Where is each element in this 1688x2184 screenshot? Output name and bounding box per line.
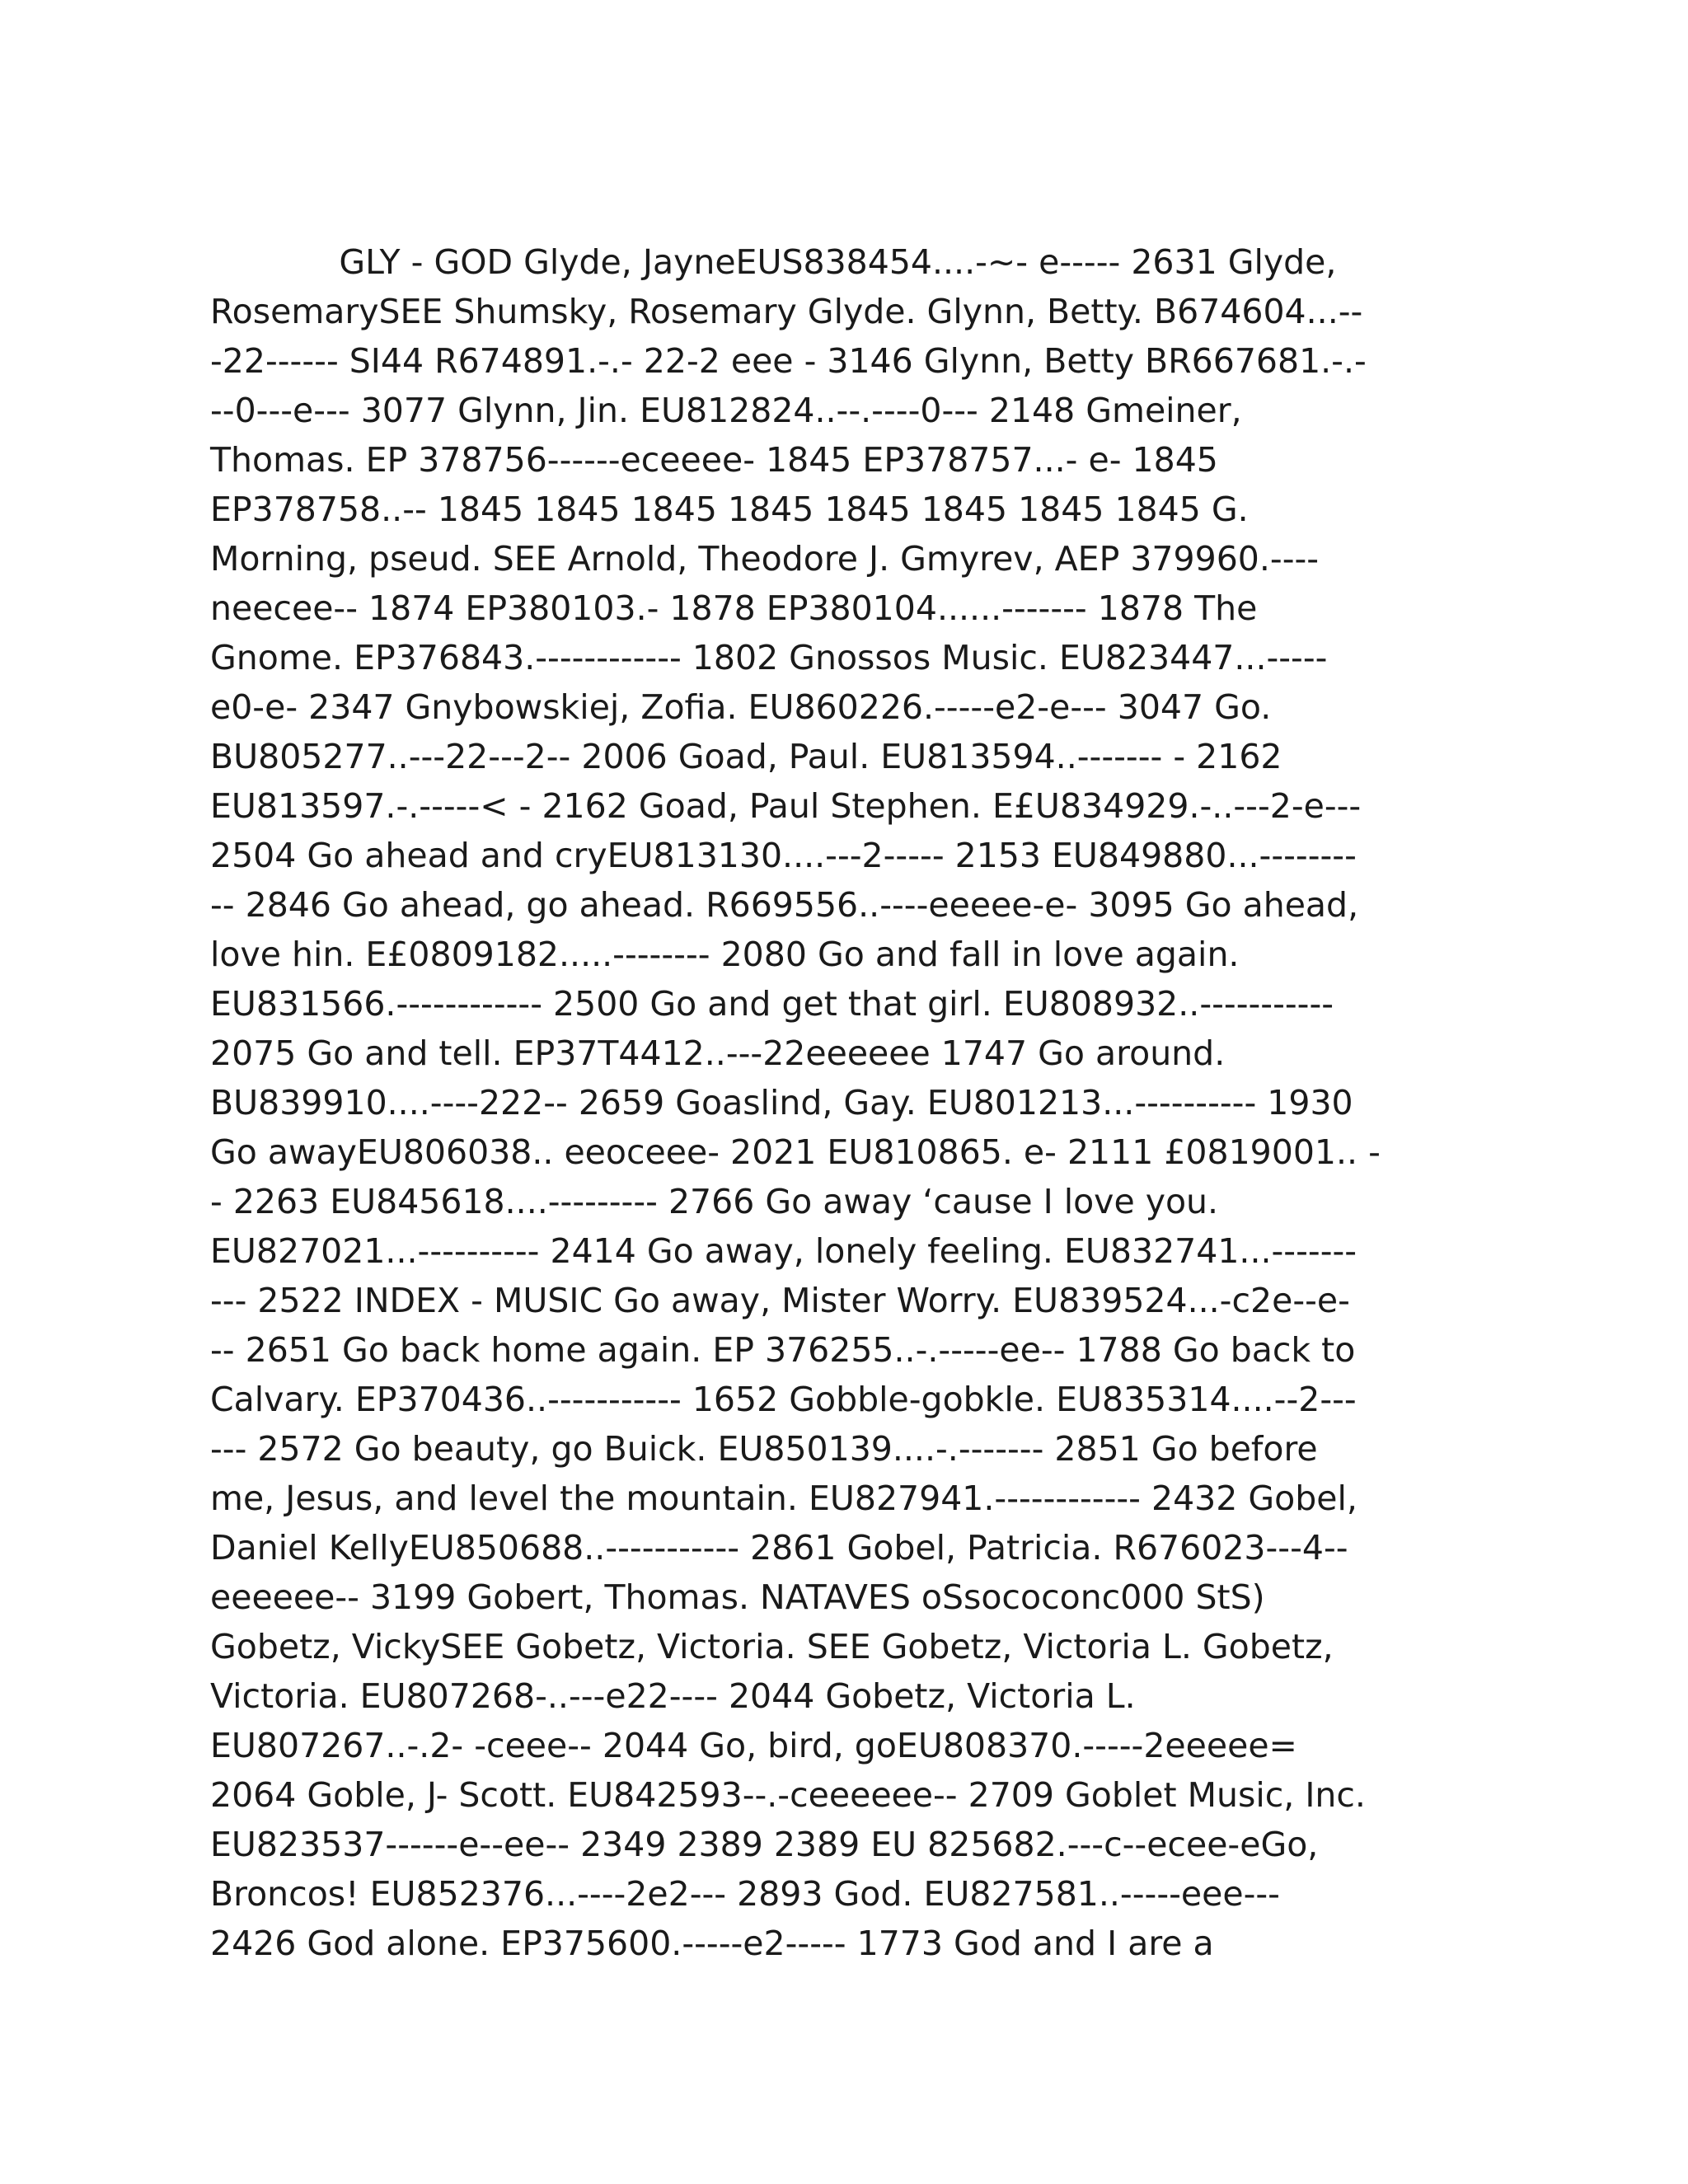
text-line: love hin. E£0809182.....-------- 2080 Go and fall in love again. bbox=[210, 935, 1240, 974]
text-line: eeeeee-- 3199 Gobert, Thomas. NATAVES oSsococonc000 StS) bbox=[210, 1577, 1265, 1617]
text-line: EU813597.-.-----< - 2162 Goad, Paul Stephen. E£U834929.-..---2-e--- bbox=[210, 786, 1362, 826]
text-line: --- 2522 INDEX - MUSIC Go away, Mister Worry. EU839524...-c2e--e- bbox=[210, 1281, 1350, 1320]
text-line: 2075 Go and tell. EP37T4412..---22eeeeee 1747 Go around. bbox=[210, 1033, 1226, 1073]
text-line: Broncos! EU852376...----2e2--- 2893 God. EU827581..-----eee--- bbox=[210, 1874, 1280, 1914]
text-line: -- 2846 Go ahead, go ahead. R669556..----eeeee-e- 3095 Go ahead, bbox=[210, 885, 1359, 925]
text-line: --- 2572 Go beauty, go Buick. EU850139....-.------- 2851 Go before bbox=[210, 1429, 1318, 1469]
text-line: BU805277..---22---2-- 2006 Goad, Paul. EU813594..------- - 2162 bbox=[210, 737, 1282, 776]
text-line: -22------ SI44 R674891.-.- 22-2 eee - 3146 Glynn, Betty BR667681.-.- bbox=[210, 341, 1367, 381]
text-line: EP378758..-- 1845 1845 1845 1845 1845 1845 1845 1845 G. bbox=[210, 490, 1249, 529]
text-line: Calvary. EP370436..----------- 1652 Gobble-gobkle. EU835314....--2--- bbox=[210, 1380, 1357, 1419]
text-line: Gobetz, VickySEE Gobetz, Victoria. SEE Gobetz, Victoria L. Gobetz, bbox=[210, 1627, 1334, 1666]
text-line: GLY - GOD Glyde, JayneEUS838454....-~- e----- 2631 Glyde, bbox=[210, 242, 1337, 282]
text-line: Daniel KellyEU850688..----------- 2861 Gobel, Patricia. R676023---4-- bbox=[210, 1528, 1348, 1568]
text-line: RosemarySEE Shumsky, Rosemary Glyde. Glynn, Betty. B674604...-- bbox=[210, 292, 1363, 331]
text-line: EU831566.------------ 2500 Go and get that girl. EU808932..----------- bbox=[210, 984, 1334, 1024]
text-line: Victoria. EU807268-..---e22---- 2044 Gobetz, Victoria L. bbox=[210, 1676, 1136, 1716]
text-line: EU807267..-.2- -ceee-- 2044 Go, bird, goEU808370.-----2eeeee= bbox=[210, 1726, 1297, 1765]
text-line: Morning, pseud. SEE Arnold, Theodore J. Gmyrev, AEP 379960.---- bbox=[210, 539, 1320, 579]
text-line: EU827021...---------- 2414 Go away, lonely feeling. EU832741...------- bbox=[210, 1231, 1357, 1271]
text-line: Gnome. EP376843.------------ 1802 Gnossos Music. EU823447...----- bbox=[210, 638, 1328, 677]
text-line: 2426 God alone. EP375600.-----e2----- 1773 God and I are a bbox=[210, 1924, 1214, 1963]
text-line: Go awayEU806038.. eeoceee- 2021 EU810865. e- 2111 £0819001.. - bbox=[210, 1132, 1381, 1172]
text-line: 2504 Go ahead and cryEU813130....---2----- 2153 EU849880...-------- bbox=[210, 836, 1357, 875]
text-line: Thomas. EP 378756------eceeee- 1845 EP378757...- e- 1845 bbox=[210, 440, 1218, 480]
text-line: --0---e--- 3077 Glynn, Jin. EU812824..--.----0--- 2148 Gmeiner, bbox=[210, 391, 1242, 430]
text-line: -- 2651 Go back home again. EP 376255..-.-----ee-- 1788 Go back to bbox=[210, 1330, 1356, 1370]
text-line: EU823537------e--ee-- 2349 2389 2389 EU 825682.---c--ecee-eGo, bbox=[210, 1825, 1319, 1864]
text-line: 2064 Goble, J- Scott. EU842593--.-ceeeeee-- 2709 Goblet Music, Inc. bbox=[210, 1775, 1366, 1815]
text-line: e0-e- 2347 Gnybowskiej, Zofia. EU860226.-----e2-e--- 3047 Go. bbox=[210, 687, 1272, 727]
text-line: BU839910....----222-- 2659 Goaslind, Gay. EU801213...---------- 1930 bbox=[210, 1083, 1353, 1122]
text-line: - 2263 EU845618....--------- 2766 Go away ‘cause I love you. bbox=[210, 1182, 1219, 1221]
index-text-block bbox=[210, 237, 1479, 1968]
text-line: neecee-- 1874 EP380103.- 1878 EP380104......------- 1878 The bbox=[210, 588, 1258, 628]
text-line: me, Jesus, and level the mountain. EU827941.------------ 2432 Gobel, bbox=[210, 1479, 1357, 1518]
